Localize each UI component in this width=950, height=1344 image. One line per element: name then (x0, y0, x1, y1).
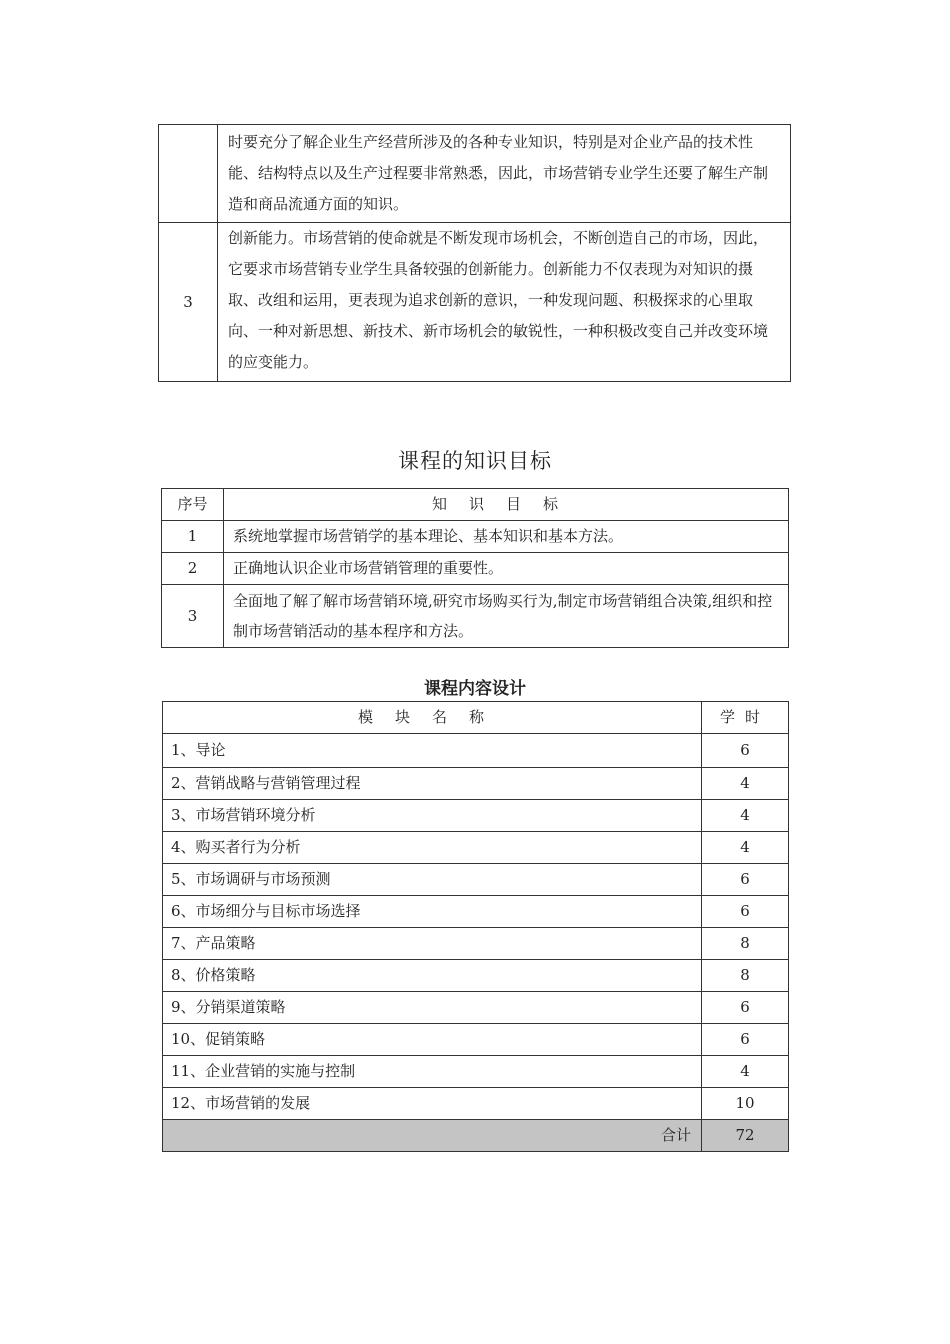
table-row (163, 1088, 789, 1120)
total-row (163, 1120, 789, 1152)
total-label: 合计 (163, 1120, 702, 1152)
module-name: 6、市场细分与目标市场选择 (163, 896, 702, 928)
ability-table (158, 124, 791, 382)
header-hours: 学时 (702, 702, 789, 734)
module-name: 12、市场营销的发展 (163, 1088, 702, 1120)
module-hours: 6 (702, 992, 789, 1024)
module-hours: 8 (702, 928, 789, 960)
header-goal: 知识目标 (224, 489, 789, 521)
row-number (159, 125, 218, 223)
table-header-row (162, 489, 789, 521)
table-row (162, 521, 789, 553)
module-hours: 4 (702, 1056, 789, 1088)
row-number: 2 (162, 553, 224, 585)
module-name: 9、分销渠道策略 (163, 992, 702, 1024)
total-hours: 72 (702, 1120, 789, 1152)
row-number: 3 (162, 585, 224, 648)
module-name: 10、促销策略 (163, 1024, 702, 1056)
table-row (163, 928, 789, 960)
module-name: 7、产品策略 (163, 928, 702, 960)
table-row (163, 768, 789, 800)
table-row (163, 832, 789, 864)
table-row (163, 1024, 789, 1056)
module-hours: 4 (702, 768, 789, 800)
table-row (163, 960, 789, 992)
module-hours: 6 (702, 734, 789, 768)
module-hours: 6 (702, 864, 789, 896)
knowledge-goals-title: 课程的知识目标 (398, 449, 552, 473)
table-row (162, 553, 789, 585)
row-text: 系统地掌握市场营销学的基本理论、基本知识和基本方法。 (224, 521, 789, 553)
table-row (159, 125, 791, 223)
row-text: 正确地认识企业市场营销管理的重要性。 (224, 553, 789, 585)
row-number: 3 (159, 223, 218, 382)
module-hours: 6 (702, 896, 789, 928)
table-row (163, 734, 789, 768)
module-name: 8、价格策略 (163, 960, 702, 992)
module-name: 1、导论 (163, 734, 702, 768)
module-name: 5、市场调研与市场预测 (163, 864, 702, 896)
table-row (163, 800, 789, 832)
table-row (163, 992, 789, 1024)
table-row (159, 223, 791, 382)
row-number: 1 (162, 521, 224, 553)
module-name: 11、企业营销的实施与控制 (163, 1056, 702, 1088)
module-hours: 4 (702, 800, 789, 832)
module-hours: 6 (702, 1024, 789, 1056)
module-hours: 10 (702, 1088, 789, 1120)
module-hours: 8 (702, 960, 789, 992)
module-hours: 4 (702, 832, 789, 864)
content-design-title: 课程内容设计 (424, 679, 526, 699)
module-name: 3、市场营销环境分析 (163, 800, 702, 832)
row-text: 创新能力。市场营销的使命就是不断发现市场机会，不断创造自己的市场，因此，它要求市场营销专业学生具备较强的创新能力。创新能力不仅表现为对知识的摄取、改组和运用，更表现为追求创新的意识，一种发现问题、积极探求的心里取向、一种对新思想、新技术、新市场机会的敏锐性，一种积极改变自己并改变环境的应变能力。 (218, 223, 791, 382)
row-text: 时要充分了解企业生产经营所涉及的各种专业知识，特别是对企业产品的技术性能、结构特点以及生产过程要非常熟悉，因此，市场营销专业学生还要了解生产制造和商品流通方面的知识。 (218, 125, 791, 223)
module-name: 2、营销战略与营销管理过程 (163, 768, 702, 800)
table-row (163, 896, 789, 928)
header-module-name: 模块名称 (163, 702, 702, 734)
row-text: 全面地了解了解市场营销环境,研究市场购买行为,制定市场营销组合决策,组织和控制市场营销活动的基本程序和方法。 (224, 585, 789, 648)
module-name: 4、购买者行为分析 (163, 832, 702, 864)
table-row (163, 864, 789, 896)
content-design-table (162, 701, 789, 1152)
table-row (163, 1056, 789, 1088)
knowledge-goals-table (161, 488, 789, 648)
header-number: 序号 (162, 489, 224, 521)
table-row (162, 585, 789, 648)
table-header-row (163, 702, 789, 734)
